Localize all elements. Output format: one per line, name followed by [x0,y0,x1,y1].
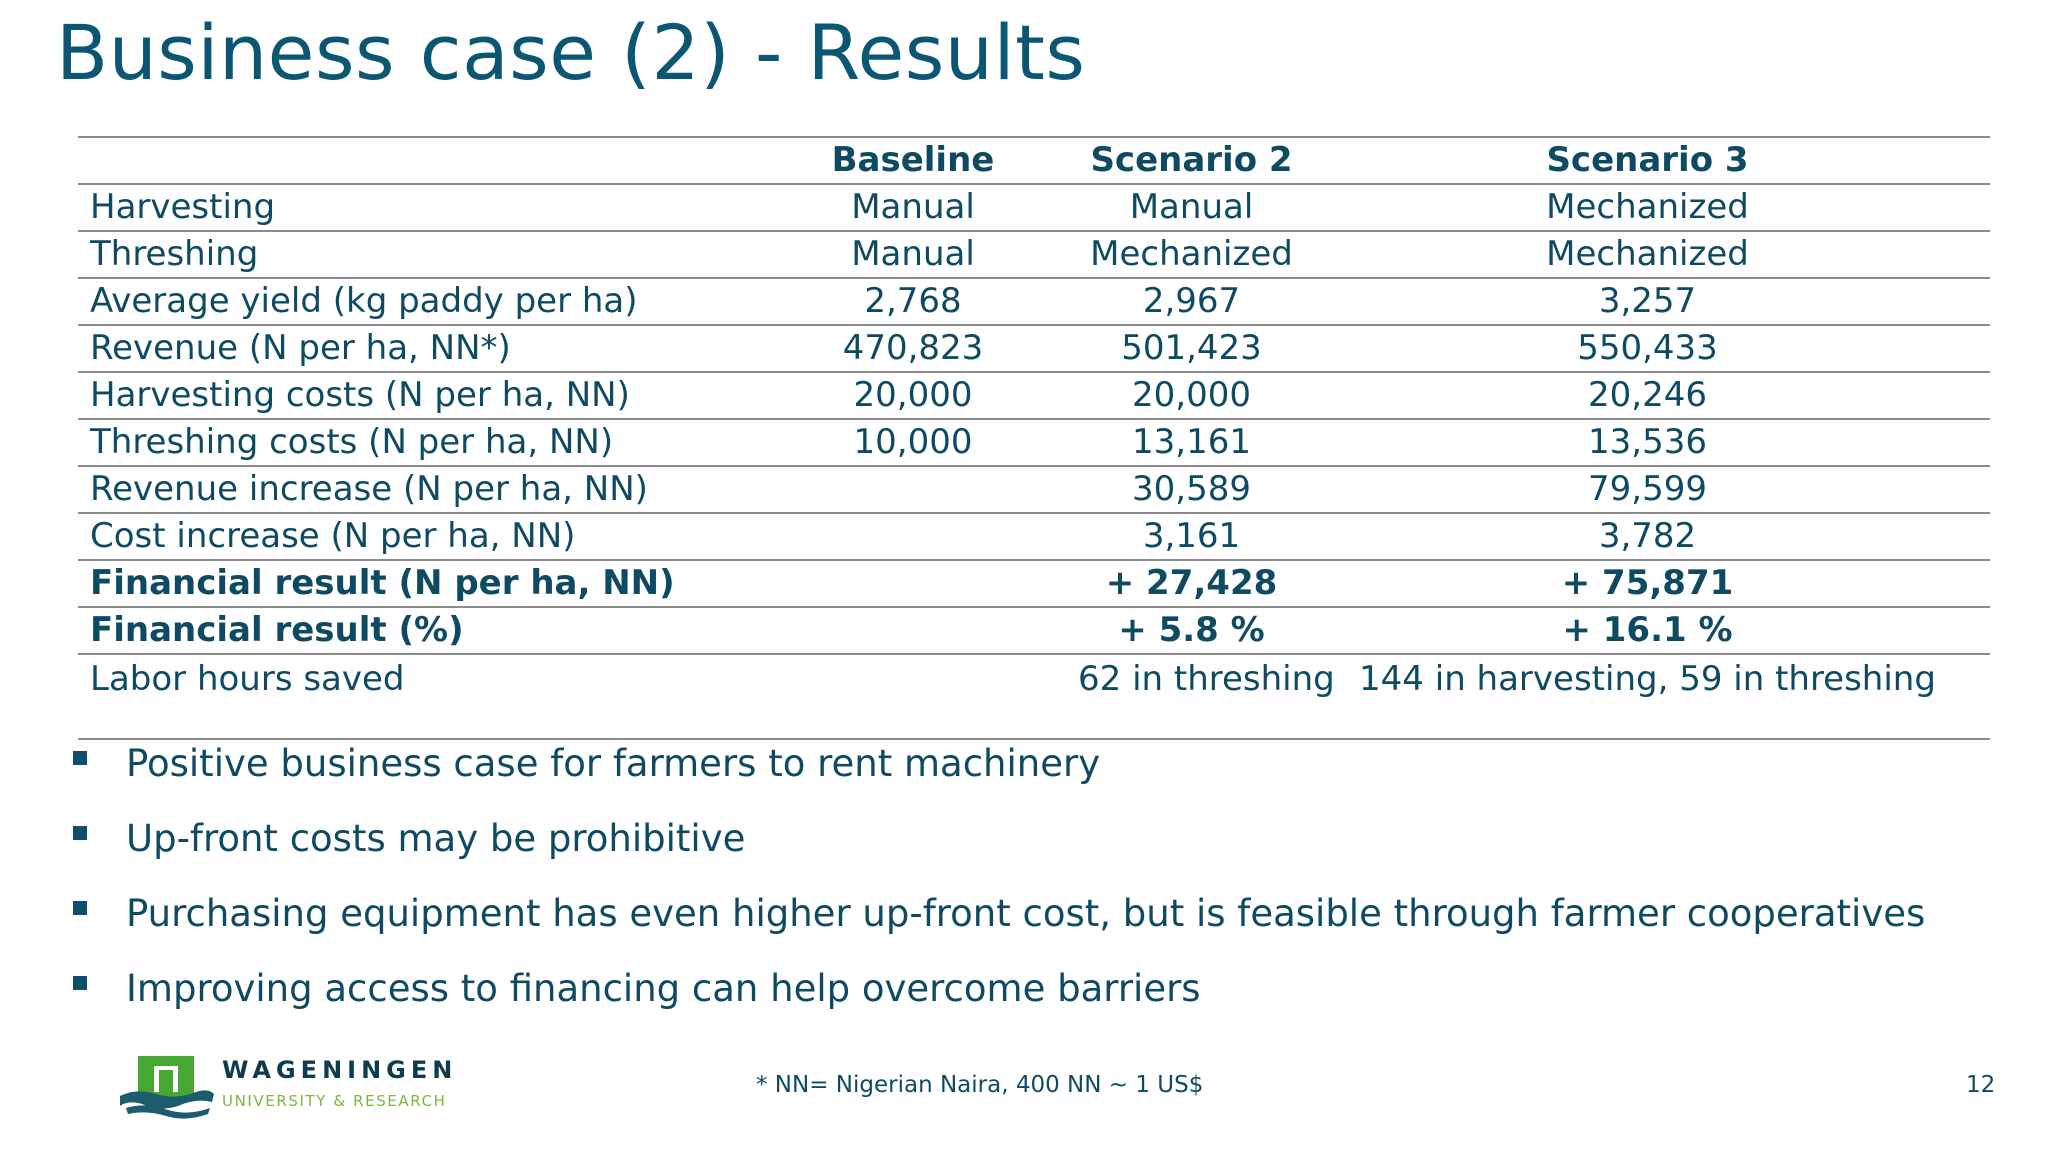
bullet-item [70,960,1925,1035]
bullet-item [70,735,1925,810]
results-table-container [78,136,1990,740]
cell-scenario-2: 501,423 [1078,325,1305,372]
bullet-square-icon [73,901,87,915]
cell-scenario-3: 13,536 [1305,419,1990,466]
cell-baseline: Manual [748,184,1078,231]
bullet-text: Improving access to financing can help overcome barriers [126,967,1201,1010]
cell-baseline [748,560,1078,607]
cell-scenario-2: Manual [1078,184,1305,231]
cell-scenario-2: + 5.8 % [1078,607,1305,654]
table-row [78,513,1990,560]
cell-scenario-2: Mechanized [1078,231,1305,278]
bullet-text: Purchasing equipment has even higher up-front cost, but is feasible through farmer cooperatives [126,892,1926,935]
cell-scenario-2: 3,161 [1078,513,1305,560]
bullet-text: Positive business case for farmers to rent machinery [126,742,1101,785]
bullet-square-icon [73,751,87,765]
header-baseline: Baseline [748,137,1078,184]
table-row [78,184,1990,231]
cell-baseline [748,513,1078,560]
row-label: Harvesting costs (N per ha, NN) [78,372,748,419]
cell-baseline: 20,000 [748,372,1078,419]
cell-scenario-2: 20,000 [1078,372,1305,419]
cell-scenario-3: 20,246 [1305,372,1990,419]
row-label: Harvesting [78,184,748,231]
cell-scenario-2: 62 in threshing [1078,654,1305,739]
cell-scenario-3: 3,257 [1305,278,1990,325]
cell-scenario-3: 79,599 [1305,466,1990,513]
bullet-text: Up-front costs may be prohibitive [126,817,746,860]
row-label: Cost increase (N per ha, NN) [78,513,748,560]
cell-scenario-2: 2,967 [1078,278,1305,325]
cell-scenario-3: 3,782 [1305,513,1990,560]
cell-scenario-3: Mechanized [1305,231,1990,278]
cell-baseline [748,466,1078,513]
cell-scenario-2: + 27,428 [1078,560,1305,607]
table-row [78,654,1990,739]
bullet-square-icon [73,976,87,990]
row-label: Financial result (N per ha, NN) [78,560,748,607]
table-row [78,325,1990,372]
cell-scenario-3: + 75,871 [1305,560,1990,607]
cell-scenario-3: 550,433 [1305,325,1990,372]
header-label [78,137,748,184]
row-label: Threshing costs (N per ha, NN) [78,419,748,466]
table-row [78,372,1990,419]
row-label: Labor hours saved [78,654,748,739]
cell-baseline: 10,000 [748,419,1078,466]
table-row-highlight [78,560,1990,607]
cell-baseline [748,607,1078,654]
row-label: Financial result (%) [78,607,748,654]
wageningen-emblem-icon [116,1050,216,1130]
cell-baseline: 2,768 [748,278,1078,325]
cell-scenario-3: 144 in harvesting, 59 in threshing [1305,654,1990,739]
row-label: Revenue (N per ha, NN*) [78,325,748,372]
bullet-item [70,810,1925,885]
footnote: * NN= Nigerian Naira, 400 NN ~ 1 US$ [756,1072,1204,1098]
slide-title: Business case (2) - Results [56,8,1086,97]
table-row [78,231,1990,278]
header-scenario-3: Scenario 3 [1305,137,1990,184]
results-table [78,136,1990,740]
row-label: Threshing [78,231,748,278]
header-scenario-2: Scenario 2 [1078,137,1305,184]
table-row [78,466,1990,513]
cell-scenario-3: + 16.1 % [1305,607,1990,654]
table-row [78,419,1990,466]
table-row-highlight [78,607,1990,654]
table-row [78,278,1990,325]
cell-scenario-3: Mechanized [1305,184,1990,231]
logo-subtitle: UNIVERSITY & RESEARCH [222,1092,447,1110]
bullet-item [70,885,1925,960]
bullet-square-icon [73,826,87,840]
bullet-list [70,735,1925,1035]
page-number: 12 [1966,1072,1996,1098]
table-header-row [78,137,1990,184]
cell-scenario-2: 13,161 [1078,419,1305,466]
row-label: Revenue increase (N per ha, NN) [78,466,748,513]
cell-baseline [748,654,1078,739]
row-label: Average yield (kg paddy per ha) [78,278,748,325]
cell-baseline: Manual [748,231,1078,278]
wageningen-logo [116,1050,476,1130]
cell-baseline: 470,823 [748,325,1078,372]
logo-name: WAGENINGEN [222,1056,458,1084]
cell-scenario-2: 30,589 [1078,466,1305,513]
